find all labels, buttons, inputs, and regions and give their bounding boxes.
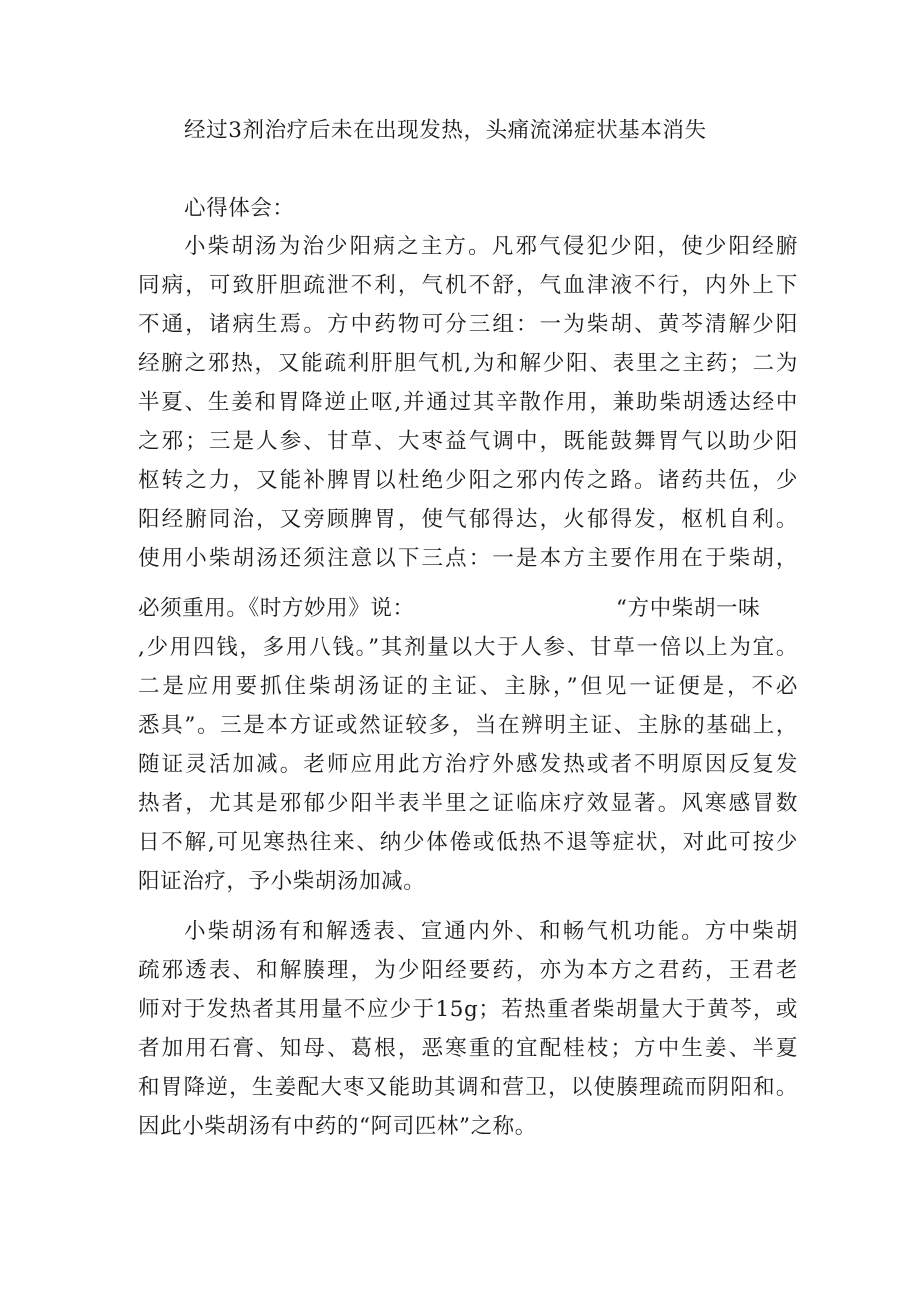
paragraph-line: 热者，尤其是邪郁少阳半表半里之证临床疗效显著。风寒感冒数 xyxy=(138,791,798,816)
paragraph-line: ,少用四钱，多用八钱。”其剂量以大于人参、甘草一倍以上为宜。 xyxy=(138,635,798,660)
paragraph-line: 小柴胡汤有和解透表、宣通内外、和畅气机功能。方中柴胡 xyxy=(184,919,798,944)
paragraph-line: 阳证治疗，予小柴胡汤加减。 xyxy=(138,869,426,894)
paragraph-line: 师对于发热者其用量不应少于15g；若热重者柴胡量大于黄芩，或 xyxy=(138,997,798,1022)
split-line-left: 必须重用。《时方妙用》说： xyxy=(138,596,415,621)
paragraph-line: 疏邪透表、和解腠理，为少阳经要药，亦为本方之君药，王君老 xyxy=(138,958,798,983)
paragraph-line: 二是应用要抓住柴胡汤证的主证、主脉，”但见一证便是，不必 xyxy=(138,674,798,699)
summary-line: 经过3剂治疗后未在出现发热，头痛流涕症状基本消失 xyxy=(184,118,707,143)
paragraph-line: 悉具”。三是本方证或然证较多，当在辨明主证、主脉的基础上， xyxy=(138,713,798,738)
paragraph-line: 和胃降逆，生姜配大枣又能助其调和营卫，以使腠理疏而阴阳和。 xyxy=(138,1075,798,1100)
paragraph-line: 阳经腑同治，又旁顾脾胃，使气郁得达，火郁得发，枢机自利。 xyxy=(138,507,798,532)
paragraph-line: 同病，可致肝胆疏泄不利，气机不舒，气血津液不行，内外上下 xyxy=(138,273,798,298)
paragraph-line: 枢转之力，又能补脾胃以杜绝少阳之邪内传之路。诸药共伍，少 xyxy=(138,468,798,493)
paragraph-line: 小柴胡汤为治少阳病之主方。凡邪气侵犯少阳，使少阳经腑 xyxy=(184,234,798,259)
paragraph-line: 者加用石膏、知母、葛根，恶寒重的宜配桂枝；方中生姜、半夏 xyxy=(138,1036,798,1061)
paragraph-line: 日不解,可见寒热往来、纳少体倦或低热不退等症状，对此可按少 xyxy=(138,830,798,855)
paragraph-line: 使用小柴胡汤还须注意以下三点：一是本方主要作用在于柴胡， xyxy=(138,546,798,571)
paragraph-line: 之邪；三是人参、甘草、大枣益气调中，既能鼓舞胃气以助少阳 xyxy=(138,429,798,454)
paragraph-line: 半夏、生姜和胃降逆止呕,并通过其辛散作用，兼助柴胡透达经中 xyxy=(138,390,798,415)
split-line-right: “方中柴胡一味 xyxy=(616,596,761,621)
paragraph-line: 因此小柴胡汤有中药的“阿司匹林”之称。 xyxy=(138,1114,537,1139)
paragraph-line: 经腑之邪热，又能疏利肝胆气机,为和解少阳、表里之主药；二为 xyxy=(138,351,798,376)
section-heading: 心得体会： xyxy=(184,196,295,221)
paragraph-line: 随证灵活加减。老师应用此方治疗外感发热或者不明原因反复发 xyxy=(138,752,798,777)
paragraph-line: 不通，诸病生焉。方中药物可分三组：一为柴胡、黄芩清解少阳 xyxy=(138,312,798,337)
